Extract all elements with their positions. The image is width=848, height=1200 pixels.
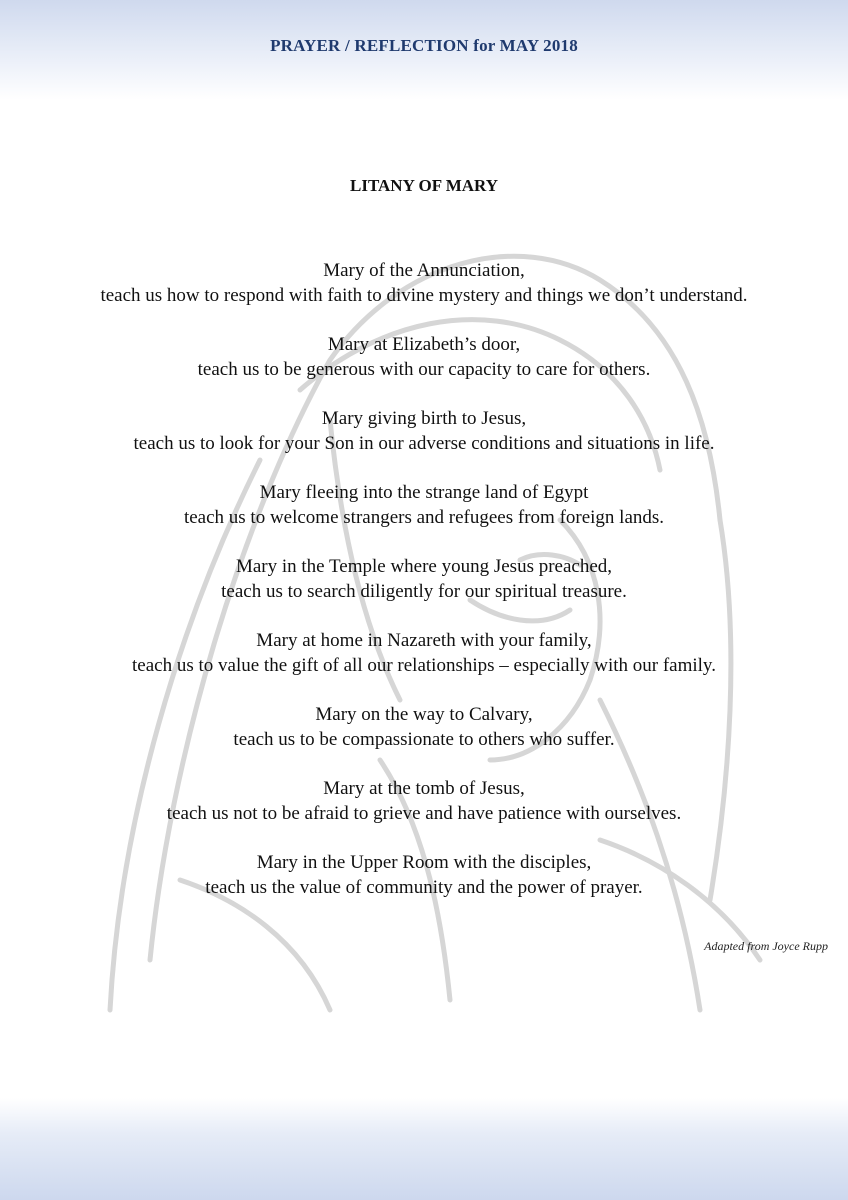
verse-petition: teach us to value the gift of all our relationships – especially with our family. <box>132 655 716 676</box>
verse-petition: teach us to search diligently for our spiritual treasure. <box>221 581 627 602</box>
verse <box>0 480 848 530</box>
verse <box>0 406 848 456</box>
verse-petition: teach us not to be afraid to grieve and have patience with ourselves. <box>166 803 682 824</box>
litany-title: LITANY OF MARY <box>350 176 498 195</box>
verse <box>0 628 848 678</box>
verse-invocation: Mary at home in Nazareth with your family, <box>256 630 592 651</box>
verse-petition: teach us the value of community and the power of prayer. <box>205 877 643 898</box>
verse <box>0 332 848 382</box>
verse <box>0 258 848 308</box>
verse-petition: teach us to be generous with our capacity to care for others. <box>197 359 651 380</box>
verse-petition: teach us to look for your Son in our adverse conditions and situations in life. <box>133 433 715 454</box>
verse-petition: teach us to be compassionate to others who suffer. <box>233 729 615 750</box>
verse <box>0 702 848 752</box>
verse-invocation: Mary at the tomb of Jesus, <box>323 778 525 799</box>
verse-petition: teach us to welcome strangers and refugees from foreign lands. <box>183 507 665 528</box>
verse-invocation: Mary at Elizabeth’s door, <box>327 334 521 355</box>
verse <box>0 850 848 900</box>
verse-invocation: Mary of the Annunciation, <box>323 260 525 281</box>
verse <box>0 776 848 826</box>
verse-petition: teach us how to respond with faith to divine mystery and things we don’t understand. <box>100 285 748 306</box>
attribution: Adapted from Joyce Rupp <box>704 939 828 953</box>
litany-body <box>0 258 848 924</box>
verse-invocation: Mary giving birth to Jesus, <box>321 408 527 429</box>
verse-invocation: Mary fleeing into the strange land of Egypt <box>259 482 589 503</box>
verse <box>0 554 848 604</box>
page-header-title: PRAYER / REFLECTION for MAY 2018 <box>270 36 578 55</box>
verse-invocation: Mary in the Temple where young Jesus preached, <box>235 556 613 577</box>
verse-invocation: Mary on the way to Calvary, <box>315 704 533 725</box>
verse-invocation: Mary in the Upper Room with the disciples, <box>256 852 592 873</box>
